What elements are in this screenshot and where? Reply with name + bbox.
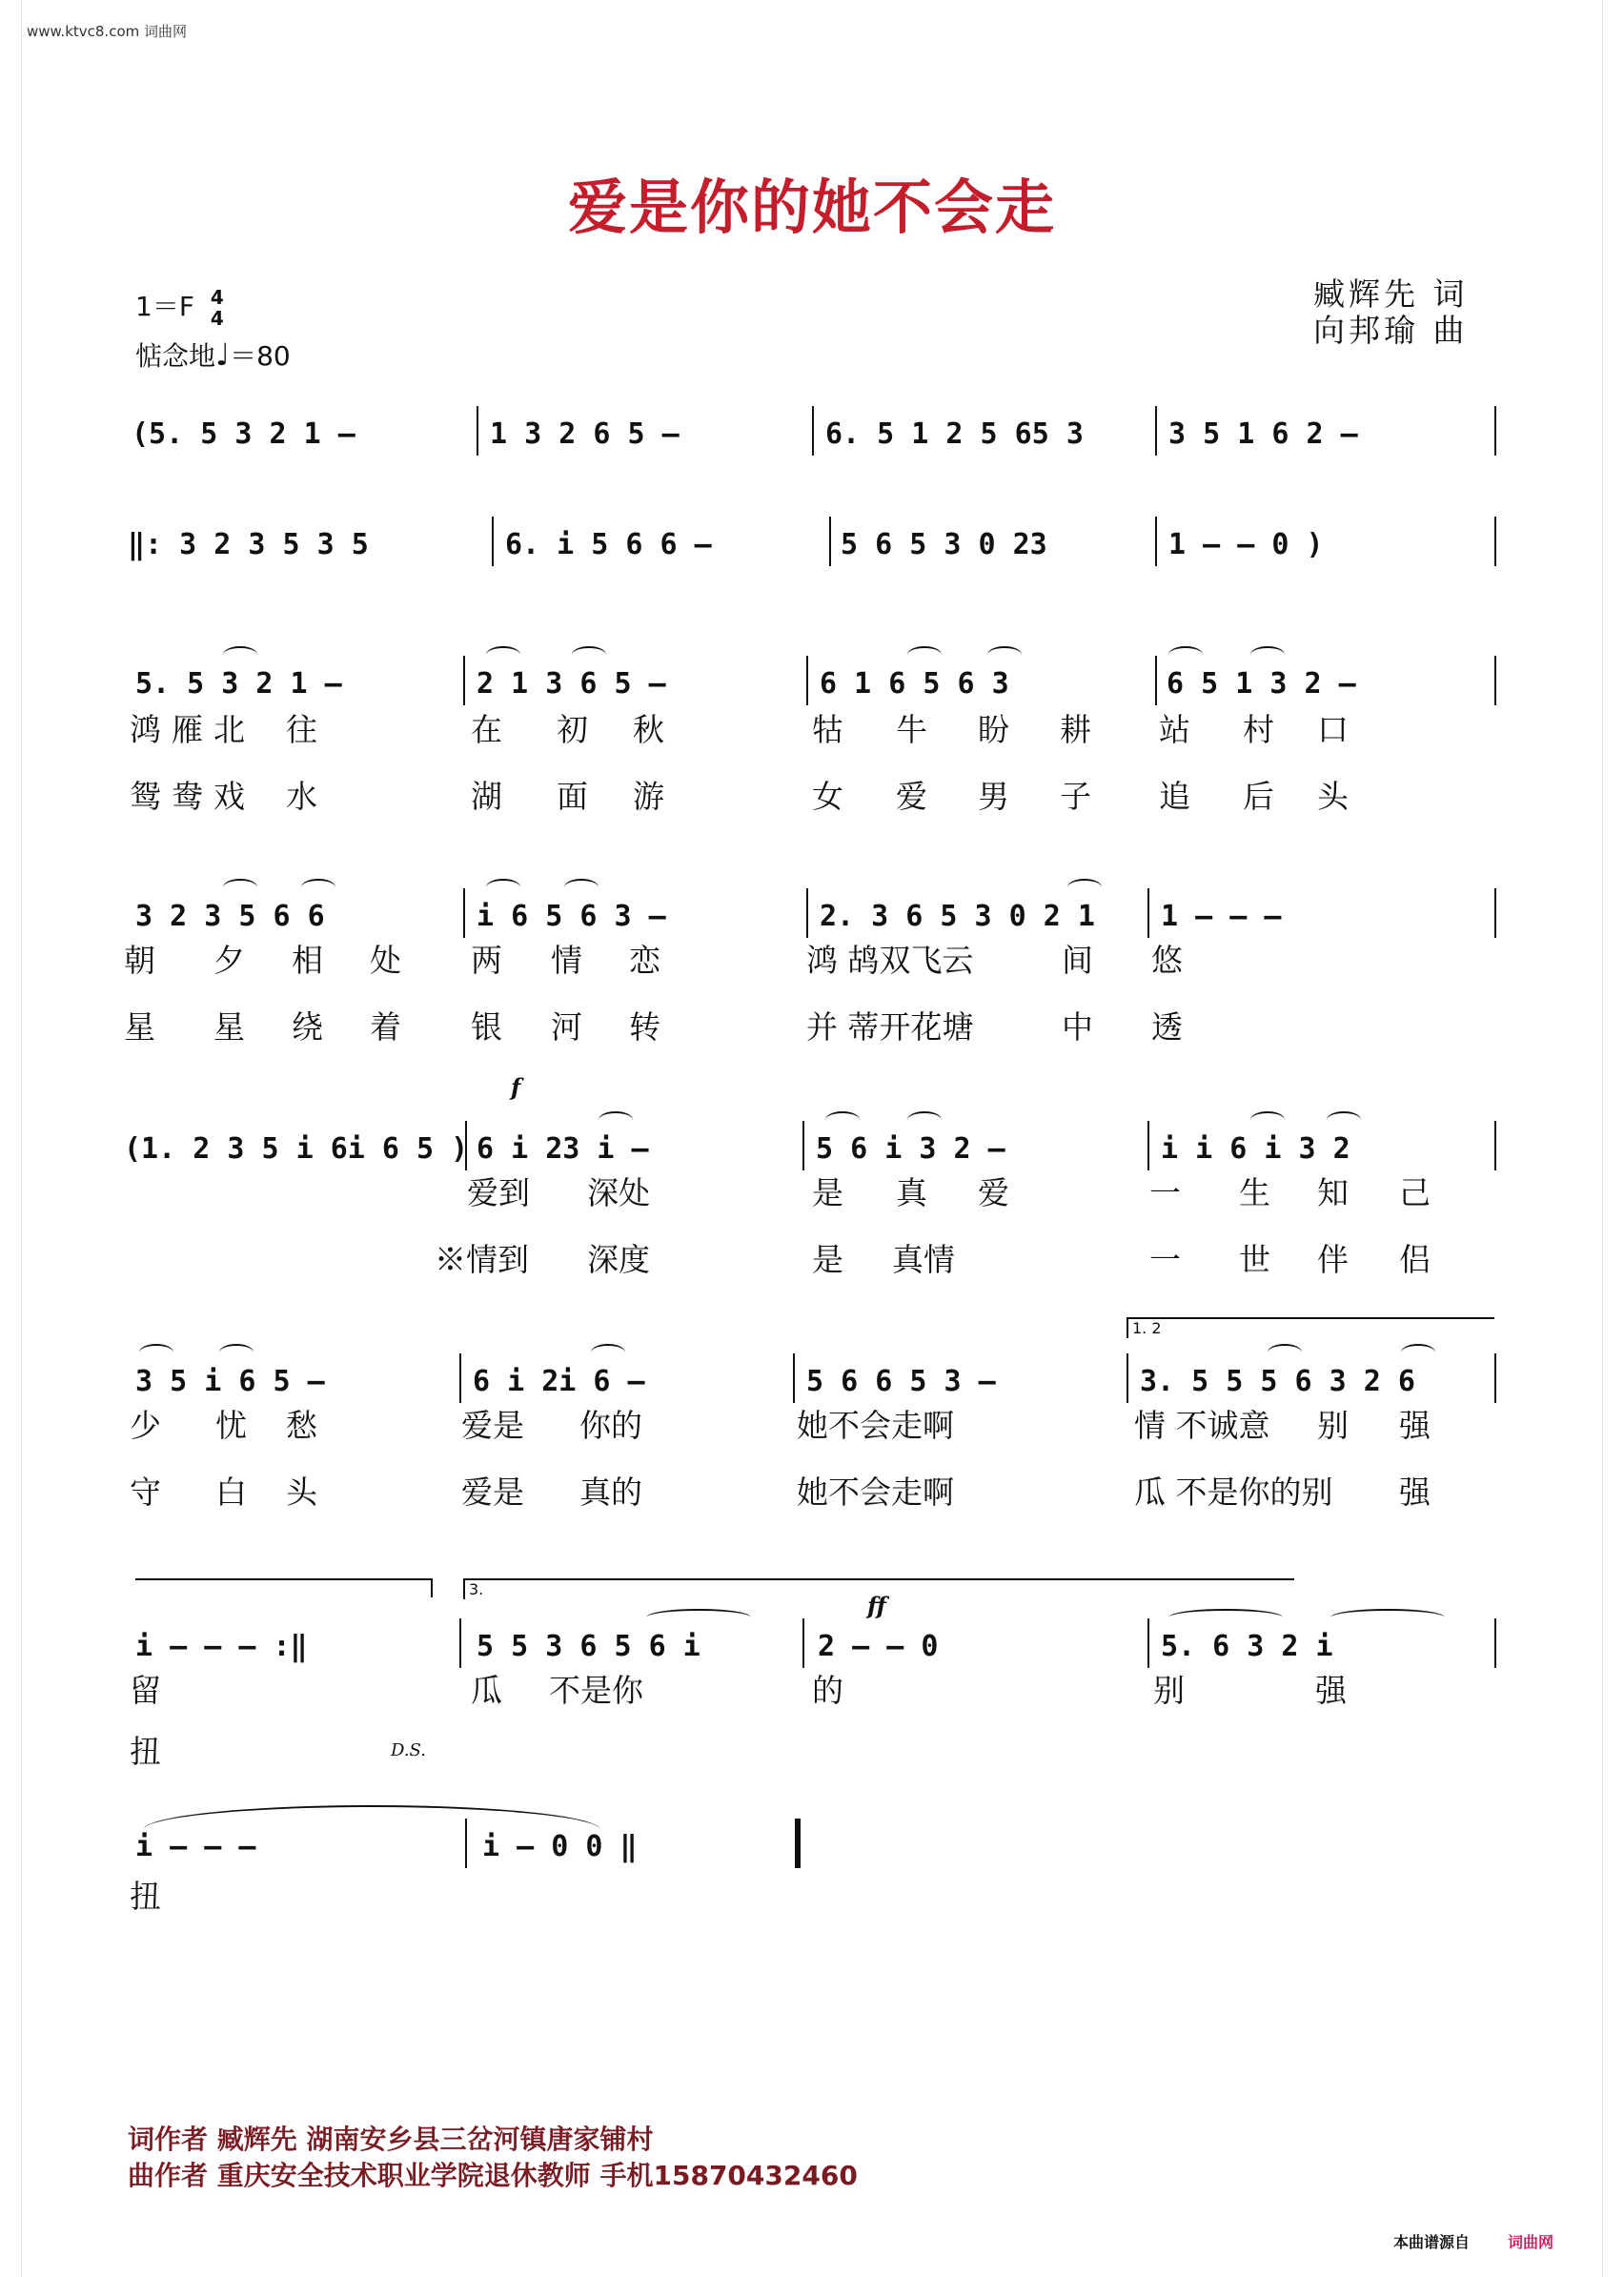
measure: 5. 6 3 2 i <box>1161 1630 1333 1663</box>
dynamic-fortissimo: ff <box>867 1592 886 1619</box>
lyric-word: 真的 <box>579 1474 642 1511</box>
slur <box>1250 646 1285 663</box>
lyric-char: 水 <box>286 778 317 815</box>
lyric-word: 她不会走啊 <box>797 1474 954 1511</box>
slur <box>599 1111 633 1128</box>
lyric-word: 别 <box>1317 1407 1349 1444</box>
slur <box>223 646 257 663</box>
barline <box>463 888 465 938</box>
measure: 5 6 i 3 2 – <box>816 1132 1005 1166</box>
final-barline <box>795 1819 801 1868</box>
lyric-char: 银 <box>471 1008 502 1046</box>
lyric-char: 男 <box>978 778 1009 815</box>
lyric-word: 爱到 <box>467 1174 530 1211</box>
lyric-char: 星 <box>213 1008 245 1046</box>
lyric-char: 处 <box>370 942 401 979</box>
tempo-value: ＝80 <box>230 340 291 372</box>
barline <box>806 656 808 705</box>
measure: 6 5 1 3 2 – <box>1167 667 1356 701</box>
lyric-word: 愁 <box>286 1407 317 1444</box>
notes-row <box>124 648 1496 711</box>
lyric-char: 头 <box>1317 778 1349 815</box>
barline <box>802 1618 804 1668</box>
lyric-char: 村 <box>1243 711 1274 748</box>
notes-row <box>124 1113 1496 1176</box>
barline <box>1155 517 1157 566</box>
lyric-char: 戏 <box>213 778 245 815</box>
lyric-char: 爱 <box>896 778 927 815</box>
slur <box>1330 1609 1445 1626</box>
notes-row <box>124 1811 1496 1874</box>
lyric-word: 忧 <box>215 1407 247 1444</box>
lyric-word: 真 <box>896 1174 927 1211</box>
slur <box>1168 1609 1283 1626</box>
lyric-char: 鸿 <box>130 711 161 748</box>
lyric-char: 透 <box>1151 1008 1183 1046</box>
volta-3: 3. <box>463 1578 1294 1599</box>
slur <box>139 1344 173 1361</box>
lyric-char: 子 <box>1060 778 1091 815</box>
barline <box>459 1618 461 1668</box>
lyric-word: 生 <box>1239 1174 1270 1211</box>
composer-credit: 向邦瑜 曲 <box>1313 312 1469 349</box>
tempo-text: 惦念地 <box>135 340 216 372</box>
measure: 2 1 3 6 5 – <box>477 667 666 701</box>
lyric-word: 爱是 <box>461 1474 524 1511</box>
measure: 1 – – 0 ) <box>1168 528 1324 561</box>
barline <box>1494 1121 1496 1170</box>
lyric-char: 牯 <box>812 711 843 748</box>
slur <box>907 646 942 663</box>
lyric-char: 牛 <box>896 711 927 748</box>
measure: 6. i 5 6 6 – <box>505 528 712 561</box>
lyric-char: 并 蒂开花塘 <box>806 1008 974 1046</box>
lyric-word: 别 <box>1153 1672 1185 1709</box>
measure: i – 0 0 ‖ <box>482 1830 638 1863</box>
lyric-line-2 <box>124 1727 1496 1770</box>
dynamic-forte: f <box>511 1073 521 1101</box>
lyric-char: 鸳 <box>130 778 161 815</box>
lyric-word: 真情 <box>892 1241 955 1278</box>
barline <box>1147 1618 1149 1668</box>
lyric-word: 头 <box>286 1474 317 1511</box>
lyric-word: 守 <box>130 1474 161 1511</box>
lyric-char: 间 <box>1062 942 1093 979</box>
measure: 5. 5 3 2 1 – <box>135 667 342 701</box>
lyric-char: 往 <box>286 711 317 748</box>
left-margin-strip <box>0 0 22 2277</box>
barline <box>1127 1353 1128 1403</box>
time-top: 4 <box>210 286 224 309</box>
lyric-word: ※情到 <box>435 1241 529 1278</box>
lyricist-credit: 臧辉先 词 <box>1313 275 1469 313</box>
lyric-word: 侣 <box>1399 1241 1431 1278</box>
lyric-char: 北 <box>213 711 245 748</box>
measure: 3 5 i 6 5 – <box>135 1365 325 1398</box>
lyric-word: 瓜 不是你的别 <box>1134 1474 1333 1511</box>
lyric-word: 不是你 <box>549 1672 643 1709</box>
lyric-char: 游 <box>633 778 664 815</box>
barline <box>802 1121 804 1170</box>
dal-segno-mark: D.S. <box>391 1740 426 1760</box>
lyric-word: 深度 <box>587 1241 650 1278</box>
lyric-chorus-2 <box>124 1468 1496 1511</box>
footer-credits <box>128 2122 858 2194</box>
slur <box>486 879 520 896</box>
measure: 5 5 3 6 5 6 i <box>477 1630 700 1663</box>
notes-row <box>124 881 1496 944</box>
lyric-char: 追 <box>1159 778 1190 815</box>
barline <box>463 656 465 705</box>
lyric-word: 一 <box>1149 1241 1181 1278</box>
measure: 6. 5 1 2 5 65 3 <box>825 417 1084 451</box>
time-signature <box>211 287 224 329</box>
slur <box>1327 1111 1361 1128</box>
slur <box>301 879 335 896</box>
lyric-verse-2 <box>124 1003 1496 1046</box>
measure: i 6 5 6 3 – <box>477 900 666 933</box>
lyric-char: 相 <box>292 942 323 979</box>
lyric-word: 是 <box>812 1241 843 1278</box>
slur <box>1250 1111 1285 1128</box>
measure: 6 i 2i 6 – <box>473 1365 645 1398</box>
lyric-verse-2 <box>124 772 1496 815</box>
lyric-word: 世 <box>1239 1241 1270 1278</box>
measure: 3. 5 5 5 6 3 2 6 <box>1140 1365 1415 1398</box>
lyric-chorus-1 <box>124 1401 1496 1444</box>
measure: 3 2 3 5 6 6 <box>135 900 325 933</box>
slur <box>223 879 257 896</box>
lyric-char: 朝 <box>124 942 155 979</box>
barline <box>793 1353 795 1403</box>
measure: i – – – :‖ <box>135 1630 308 1663</box>
lyric-word: 扭 <box>130 1878 161 1915</box>
lyric-chorus-2 <box>124 1235 1496 1278</box>
lyric-word: 深处 <box>587 1174 650 1211</box>
measure: (5. 5 3 2 1 – <box>132 417 355 451</box>
measure: 5 6 6 5 3 – <box>806 1365 996 1398</box>
barline <box>1494 656 1496 705</box>
slur <box>907 1111 942 1128</box>
barline <box>1494 406 1496 456</box>
lyric-chorus-1 <box>124 1169 1496 1211</box>
lyric-word: 的 <box>812 1672 843 1709</box>
notes-row <box>124 509 1496 572</box>
lyric-char: 鸯 <box>172 778 203 815</box>
lyric-char: 口 <box>1317 711 1349 748</box>
barline <box>1155 656 1157 705</box>
barline <box>1155 406 1157 456</box>
lyric-char: 后 <box>1243 778 1274 815</box>
lyric-char: 湖 <box>471 778 502 815</box>
right-margin-strip <box>1602 0 1624 2277</box>
slur <box>1168 646 1203 663</box>
slur <box>1401 1344 1435 1361</box>
lyric-char: 绕 <box>292 1008 323 1046</box>
barline <box>1147 1121 1149 1170</box>
lyric-char: 女 <box>812 778 843 815</box>
slur <box>1268 1344 1302 1361</box>
barline <box>812 406 814 456</box>
lyric-char: 初 <box>557 711 588 748</box>
lyric-verse-1 <box>124 705 1496 748</box>
lyric-char: 转 <box>629 1008 660 1046</box>
source-label: 本曲谱源自 <box>1393 2233 1471 2251</box>
slur <box>825 1111 860 1128</box>
lyric-char: 鸿 鸪双飞云 <box>806 942 974 979</box>
lyric-word: 情 不诚意 <box>1134 1407 1270 1444</box>
volta-1-2: 1. 2 <box>1127 1317 1494 1338</box>
lyric-word: 瓜 <box>471 1672 502 1709</box>
lyric-char: 中 <box>1062 1008 1093 1046</box>
source-note <box>1393 2230 1553 2252</box>
lyric-verse-1 <box>124 936 1496 979</box>
lyric-word: 己 <box>1399 1174 1431 1211</box>
lyric-word: 白 <box>215 1474 247 1511</box>
slur <box>646 1609 751 1626</box>
measure: 6 1 6 5 6 3 <box>820 667 1009 701</box>
lyric-char: 雁 <box>172 711 203 748</box>
tie <box>143 1805 600 1830</box>
credits <box>1313 276 1469 349</box>
site-watermark: www.ktvc8.com 词曲网 <box>27 23 188 40</box>
lyric-line-1 <box>124 1872 1496 1915</box>
measure: i i 6 i 3 2 <box>1161 1132 1350 1166</box>
time-bottom: 4 <box>210 307 224 330</box>
lyric-char: 悠 <box>1151 942 1183 979</box>
lyric-word: 留 <box>130 1672 161 1709</box>
slur <box>572 646 606 663</box>
barline <box>492 517 494 566</box>
slur <box>219 1344 254 1361</box>
lyric-word: 扭 <box>130 1733 161 1770</box>
notes-row <box>124 398 1496 461</box>
key-text: 1＝F <box>135 291 194 322</box>
lyric-char: 两 <box>471 942 502 979</box>
barline <box>829 517 831 566</box>
lyric-char: 耕 <box>1060 711 1091 748</box>
lyric-word: 你的 <box>579 1407 642 1444</box>
lyric-word: 她不会走啊 <box>797 1407 954 1444</box>
lyric-word: 伴 <box>1317 1241 1349 1278</box>
notes-row <box>124 1346 1496 1409</box>
notes-row <box>124 1611 1496 1674</box>
barline <box>1494 517 1496 566</box>
lyric-word: 一 <box>1149 1174 1181 1211</box>
lyric-word: 爱是 <box>461 1407 524 1444</box>
lyric-char: 恋 <box>629 942 660 979</box>
composer-info: 曲作者 重庆安全技术职业学院退休教师 手机15870432460 <box>128 2160 858 2191</box>
lyric-char: 在 <box>471 711 502 748</box>
lyric-char: 盼 <box>978 711 1009 748</box>
lyric-char: 情 <box>551 942 582 979</box>
measure: i – – – <box>135 1830 256 1863</box>
barline <box>806 888 808 938</box>
barline <box>1494 1353 1496 1403</box>
slur <box>591 1344 625 1361</box>
lyricist-info: 词作者 臧辉先 湖南安乡县三岔河镇唐家铺村 <box>128 2124 654 2155</box>
slur <box>564 879 599 896</box>
slur <box>486 646 520 663</box>
lyric-char: 夕 <box>213 942 245 979</box>
lyric-char: 秋 <box>633 711 664 748</box>
lyric-char: 河 <box>551 1008 582 1046</box>
measure: 2 – – 0 <box>818 1630 939 1663</box>
lyric-word: 知 <box>1317 1174 1349 1211</box>
measure: 2. 3 6 5 3 0 2 1 <box>820 900 1095 933</box>
lyric-word: 少 <box>130 1407 161 1444</box>
lyric-word: 强 <box>1399 1474 1431 1511</box>
lyric-word: 爱 <box>978 1174 1009 1211</box>
measure: (1. 2 3 5 i 6i 6 5 ) <box>124 1132 469 1166</box>
tempo-marking <box>135 335 291 374</box>
lyric-char: 着 <box>370 1008 401 1046</box>
lyric-word: 是 <box>812 1174 843 1211</box>
lyric-word: 强 <box>1315 1672 1347 1709</box>
source-brand-link[interactable]: 词曲网 <box>1508 2233 1554 2251</box>
lyric-line-1 <box>124 1666 1496 1709</box>
barline <box>1147 888 1149 938</box>
lyric-char: 站 <box>1159 711 1190 748</box>
measure: 6 i 23 i – <box>477 1132 649 1166</box>
slur <box>987 646 1022 663</box>
barline <box>477 406 478 456</box>
volta-1-2-end <box>135 1578 433 1597</box>
lyric-char: 面 <box>557 778 588 815</box>
barline <box>465 1819 467 1868</box>
measure: 5 6 5 3 0 23 <box>841 528 1047 561</box>
barline <box>1494 1618 1496 1668</box>
measure: ‖: 3 2 3 5 3 5 <box>128 528 369 561</box>
quarter-note-icon: ♩ <box>215 336 231 373</box>
lyric-char: 星 <box>124 1008 155 1046</box>
key-signature <box>135 286 224 329</box>
barline <box>459 1353 461 1403</box>
barline <box>1494 888 1496 938</box>
measure: 1 3 2 6 5 – <box>490 417 680 451</box>
song-title: 爱是你的她不会走 <box>567 173 1056 242</box>
slur <box>1067 879 1102 896</box>
lyric-word: 强 <box>1399 1407 1431 1444</box>
measure: 1 – – – <box>1161 900 1282 933</box>
measure: 3 5 1 6 2 – <box>1168 417 1358 451</box>
